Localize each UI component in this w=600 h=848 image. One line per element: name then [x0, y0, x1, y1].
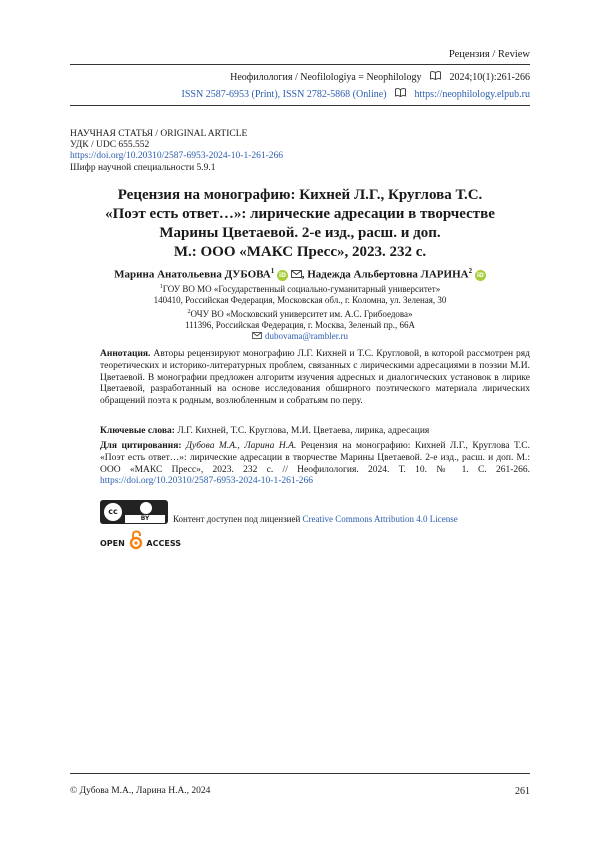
- affiliation-address: 140410, Российская Федерация, Московская обл., г. Коломна, ул. Зеленая, 30: [153, 295, 447, 306]
- page-number: 261: [515, 786, 530, 797]
- abstract-label: Аннотация.: [100, 349, 151, 359]
- email-link[interactable]: dubovama@rambler.ru: [264, 331, 348, 342]
- article-meta: [70, 129, 283, 174]
- author-sup: 1: [270, 267, 275, 275]
- title-line: «Поэт есть ответ…»: лирические адресации в творчестве: [105, 206, 495, 222]
- affiliations: [70, 282, 530, 342]
- authors-line: [70, 267, 530, 281]
- issn-text: ISSN 2587-6953 (Print), ISSN 2782-5868 (Online): [181, 89, 387, 100]
- orcid-icon[interactable]: iD: [278, 271, 286, 279]
- affiliation-text: ОЧУ ВО «Московский университет им. А.С. Грибоедова»: [190, 308, 413, 319]
- keywords-label: Ключевые слова:: [100, 426, 175, 436]
- abstract-text: Авторы рецензируют монографию Л.Г. Кихней и Т.С. Кругловой, в которой рассмотрен ряд теоретических и историко-литературных проблем, связанных с лирическими адресациями в поэзии М.И. Цветаевой. В монографии предложен алгоритм изучения адресных и диалогических установок в лирике Цветаевой, разработанный на основе исследования обширного поэтического материала лирических обращений поэта к родным, возлюбленным и собратьям по перу.: [100, 349, 530, 407]
- abstract: [100, 349, 530, 408]
- journal-name: Неофилология / Neofilologiya = Neophilology: [230, 72, 422, 83]
- license-link[interactable]: Creative Commons Attribution 4.0 License: [302, 514, 458, 524]
- issn-line: [182, 88, 530, 100]
- udc-code: УДК / UDC 655.552: [70, 140, 150, 151]
- book-icon: [430, 71, 441, 83]
- footer-rule: [70, 773, 530, 774]
- footer-copyright: © Дубова М.А., Ларина Н.А., 2024: [70, 786, 211, 796]
- open-access-lock-icon: [129, 530, 143, 552]
- journal-site-link[interactable]: https://neophilology.elpub.ru: [414, 89, 530, 100]
- oa-open-label: OPEN: [100, 539, 125, 548]
- email-line: [70, 331, 530, 342]
- journal-line: [230, 71, 530, 83]
- affiliation-sup: 2: [187, 308, 191, 315]
- rubric-label: Рецензия / Review: [448, 49, 530, 60]
- journal-volume: 2024;10(1):261-266: [449, 72, 530, 83]
- open-access-logo: [100, 530, 181, 552]
- specialty-code: Шифр научной специальности 5.9.1: [70, 162, 216, 173]
- by-label: BY: [125, 515, 165, 523]
- license-text: [173, 514, 458, 524]
- affiliation-sup: 1: [159, 284, 163, 290]
- keywords-text: Л.Г. Кихней, Т.С. Круглова, М.И. Цветаева, лирика, адресация: [174, 426, 430, 436]
- author-separator: ,: [301, 268, 308, 281]
- author-name: Надежда Альбертовна ЛАРИНА: [307, 268, 469, 281]
- citation-text: Рецензия на монографию: Кихней Л.Г., Круглова Т.С. «Поэт есть ответ…»: лирические адресации в творчестве Марины Цветаевой. 2-е изд., расш. и доп. М.: ООО «МАКС Пресс», 2023. 232 с. // Неофилология. 2024. Т. 10. № 1. С. 261-266.: [100, 441, 530, 475]
- keywords: [100, 426, 530, 436]
- header-rule-bottom: [70, 105, 530, 106]
- mail-icon[interactable]: [291, 269, 302, 281]
- affiliation-text: ГОУ ВО МО «Государственный социально-гуманитарный университет»: [162, 284, 441, 294]
- header-rule: [70, 64, 530, 65]
- author-name: Марина Анатольевна ДУБОВА: [114, 268, 271, 281]
- author-sup: 2: [468, 267, 473, 275]
- citation-authors: Дубова М.А., Ларина Н.А.: [181, 441, 297, 451]
- book-icon: [395, 88, 406, 100]
- title-line: Рецензия на монографию: Кихней Л.Г., Круглова Т.С.: [117, 187, 483, 203]
- affiliation-address: 111396, Российская Федерация, г. Москва, Зеленый пр., 66А: [184, 319, 416, 330]
- orcid-icon[interactable]: iD: [476, 271, 484, 279]
- cc-icon: cc: [103, 502, 123, 522]
- affiliation-2: [70, 307, 530, 320]
- title-line: Марины Цветаевой. 2-е изд., расш. и доп.: [159, 225, 441, 241]
- article-type: НАУЧНАЯ СТАТЬЯ / ORIGINAL ARTICLE: [70, 129, 248, 139]
- title-line: М.: ООО «МАКС Пресс», 2023. 232 с.: [173, 244, 427, 260]
- oa-access-label: ACCESS: [146, 539, 181, 548]
- doi-link[interactable]: https://doi.org/10.20310/2587-6953-2024-10-1-261-266: [70, 151, 284, 162]
- affiliation-1: [70, 282, 530, 295]
- person-icon: [140, 502, 152, 514]
- mail-icon: [252, 331, 262, 342]
- article-title: [70, 186, 530, 262]
- license-prefix: Контент доступен под лицензией: [173, 514, 303, 524]
- citation-label: Для цитирования:: [100, 441, 182, 451]
- citation: [100, 441, 530, 488]
- citation-doi-link[interactable]: https://doi.org/10.20310/2587-6953-2024-10-1-261-266: [100, 476, 314, 487]
- cc-by-badge[interactable]: [100, 500, 168, 524]
